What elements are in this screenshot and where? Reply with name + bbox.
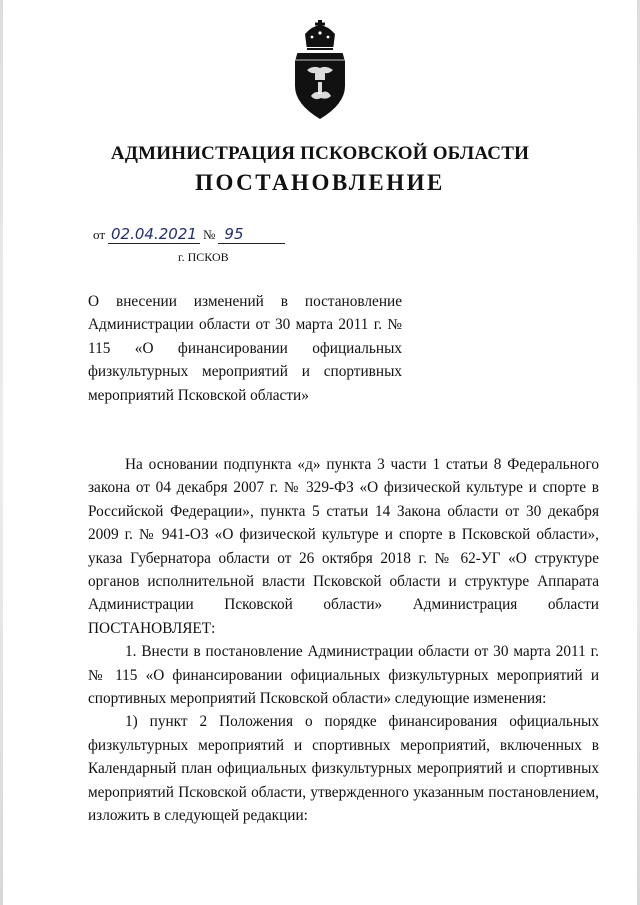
scan-left-edge xyxy=(0,0,3,905)
document-subject: О внесении изменений в постановление Администрации области от 30 марта 2011 г. № 115 «О финансировании официальных физкультурных мероприятий и спортивных мероприятий Псковской области» xyxy=(88,293,402,404)
number-prefix: № xyxy=(203,227,216,242)
handwritten-number: 95 xyxy=(218,226,285,244)
date-prefix: от xyxy=(93,227,106,242)
organization-title: АДМИНИСТРАЦИЯ ПСКОВСКОЙ ОБЛАСТИ xyxy=(110,143,530,164)
pskov-coat-of-arms-icon xyxy=(285,20,355,122)
body-paragraph-basis: На основании подпункта «д» пункта 3 части 1 статьи 8 Федерального закона от 04 декабря 2007 г. № 329-ФЗ «О физической культуре и спорте в Российской Федерации», пункта 5 статьи 14 Закона области от 30 декабря 2009 г. № 941-ОЗ «О физической культуре и спорте в Псковской области», указа Губернатора области от 26 октября 2018 г. № 62-УГ «О структуре органов исполнительной власти Псковской области и структуре Аппарата Администрации Псковской области» Администрация области ПОСТАНОВЛЯЕТ: xyxy=(88,456,599,637)
document-type-title: ПОСТАНОВЛЕНИЕ xyxy=(195,170,445,195)
city-label: г. ПСКОВ xyxy=(178,250,229,264)
handwritten-date: 02.04.2021 xyxy=(108,226,200,244)
document-body xyxy=(88,453,599,828)
body-paragraph-subitem-1: 1) пункт 2 Положения о порядке финансирования официальных физкультурных мероприятий и спортивных мероприятий, включенных в Календарный план официальных физкультурных мероприятий и спортивных мероприятий Псковской области, утвержденного указанным постановлением, изложить в следующей редакции: xyxy=(88,713,599,825)
body-paragraph-item-1: 1. Внести в постановление Администрации области от 30 марта 2011 г. № 115 «О финансировании официальных физкультурных мероприятий и спортивных мероприятий Псковской области» следующие изменения: xyxy=(88,643,599,708)
date-number-line xyxy=(90,226,285,244)
